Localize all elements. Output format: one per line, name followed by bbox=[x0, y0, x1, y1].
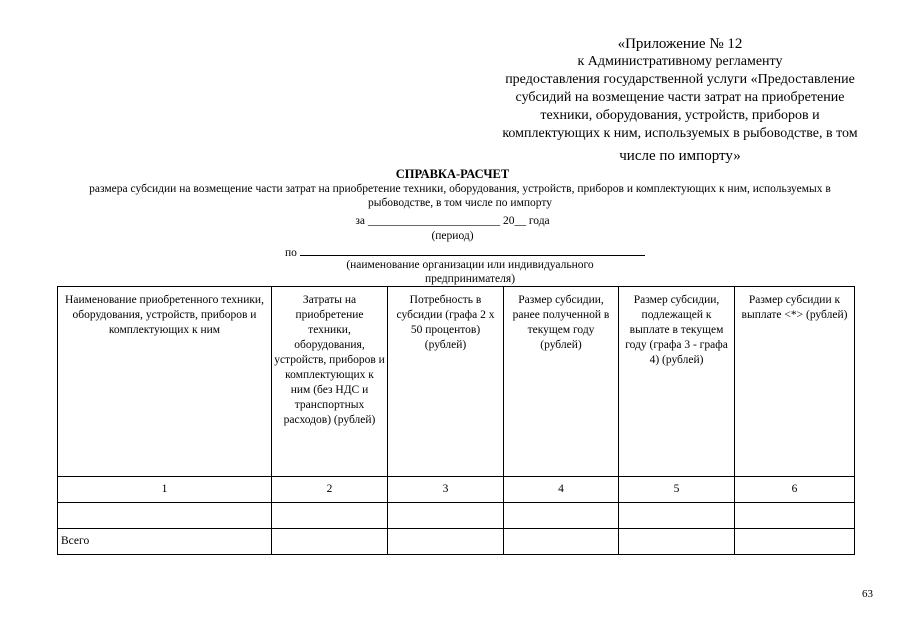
table-cell bbox=[735, 529, 855, 555]
document-subtitle: размера субсидии на возмещение части затрат на приобретение техники, оборудования, устройств, приборов и комплектующих к ним, используемых в рыбоводстве, в том числе по импорту bbox=[89, 183, 831, 209]
table-cell bbox=[272, 503, 388, 529]
table-cell bbox=[619, 529, 735, 555]
table-cell bbox=[272, 529, 388, 555]
annex-header bbox=[470, 35, 890, 165]
table-cell bbox=[388, 529, 504, 555]
column-number-row bbox=[58, 477, 855, 503]
table-row bbox=[58, 503, 855, 529]
column-number: 4 bbox=[504, 477, 619, 503]
table-cell bbox=[504, 529, 619, 555]
annex-line: числе по импорту» bbox=[619, 148, 741, 164]
table-cell bbox=[388, 503, 504, 529]
annex-line: субсидий на возмещение части затрат на приобретение bbox=[515, 90, 845, 105]
column-number: 2 bbox=[272, 477, 388, 503]
annex-line: «Приложение № 12 bbox=[617, 36, 743, 52]
column-number: 1 bbox=[58, 477, 272, 503]
annex-line: комплектующих к ним, используемых в рыбоводстве, в том bbox=[502, 126, 858, 141]
calculation-table bbox=[57, 286, 855, 555]
column-number: 5 bbox=[619, 477, 735, 503]
annex-line: предоставления государственной услуги «Предоставление bbox=[505, 72, 855, 87]
header-cell: Затраты на приобретение техники, оборудования, устройств, приборов и комплектующих к ним (без НДС и транспортных расходов) (рублей) bbox=[272, 287, 388, 477]
period-caption: (период) bbox=[431, 230, 474, 242]
header-cell: Размер субсидии, подлежащей к выплате в текущем году (графа 3 - графа 4) (рублей) bbox=[619, 287, 735, 477]
table-cell bbox=[619, 503, 735, 529]
total-label: Всего bbox=[58, 529, 272, 555]
document-title: СПРАВКА-РАСЧЕТ bbox=[395, 167, 510, 181]
organization-prefix: по bbox=[285, 247, 297, 259]
column-number: 6 bbox=[735, 477, 855, 503]
header-cell: Потребность в субсидии (графа 2 х 50 процентов) (рублей) bbox=[388, 287, 504, 477]
table-cell bbox=[735, 503, 855, 529]
annex-line: техники, оборудования, устройств, приборов и bbox=[540, 108, 820, 123]
column-number: 3 bbox=[388, 477, 504, 503]
header-cell: Наименование приобретенного техники, оборудования, устройств, приборов и комплектующих к ним bbox=[58, 287, 272, 477]
organization-caption: (наименование организации или индивидуального предпринимателя) bbox=[346, 259, 594, 285]
annex-line: к Административному регламенту bbox=[577, 54, 783, 69]
header-cell: Размер субсидии к выплате <*> (рублей) bbox=[735, 287, 855, 477]
period-line: за _______________________ 20__ года bbox=[355, 215, 550, 227]
total-row bbox=[58, 529, 855, 555]
table-header-row bbox=[58, 287, 855, 477]
header-cell: Размер субсидии, ранее полученной в текущем году (рублей) bbox=[504, 287, 619, 477]
table-cell bbox=[504, 503, 619, 529]
organization-blank bbox=[300, 244, 645, 256]
table-cell bbox=[58, 503, 272, 529]
page-number: 63 bbox=[862, 588, 873, 600]
